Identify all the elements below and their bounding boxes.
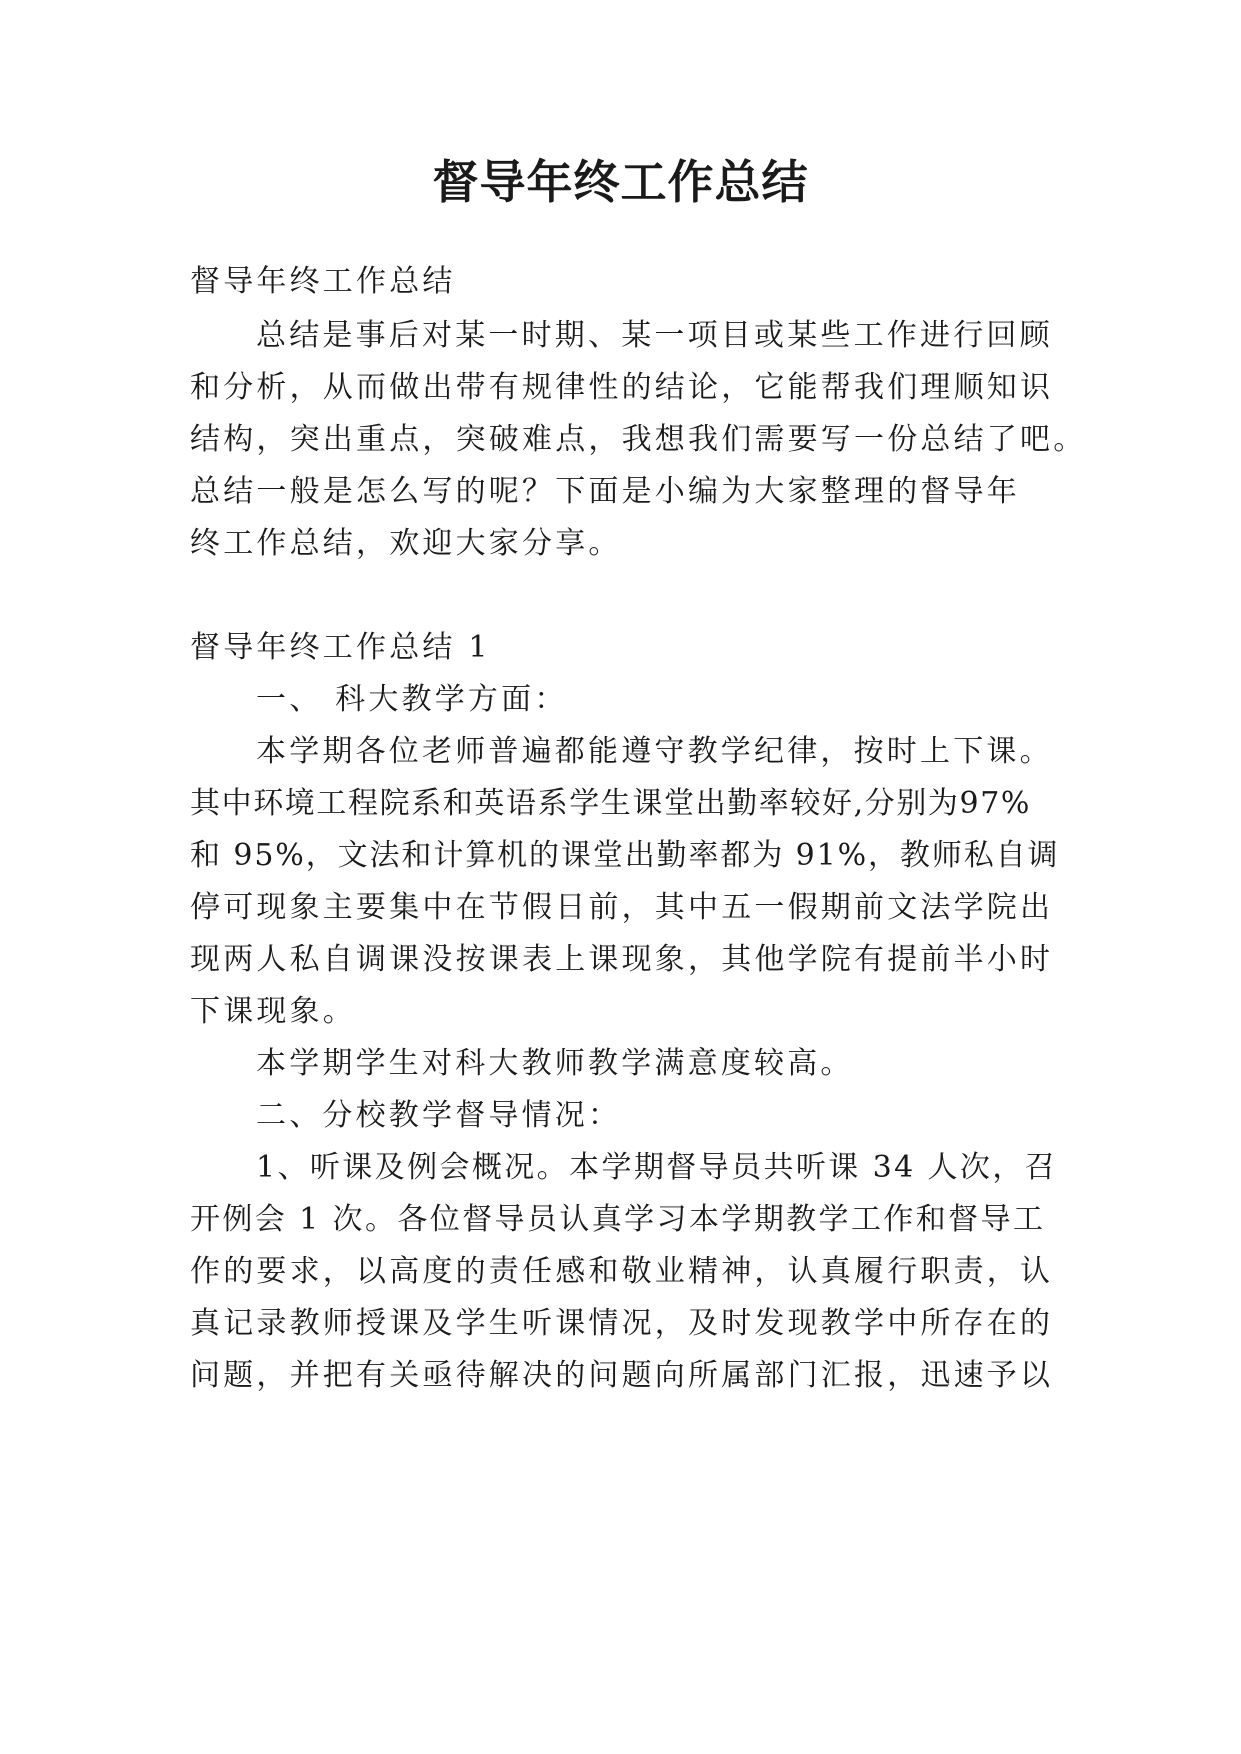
intro-line-1: 总结是事后对某一时期、某一项目或某些工作进行回顾 [256,318,1053,353]
part1-line-1: 本学期各位老师普遍都能遵守教学纪律，按时上下课。 [256,734,1053,769]
intro-line-4: 总结一般是怎么写的呢？下面是小编为大家整理的督导年 [190,474,1020,509]
part2-line-1: 1、听课及例会概况。本学期督导员共听课 34 人次，召 [256,1150,1058,1185]
part1-line-2: 其中环境工程院系和英语系学生课堂出勤率较好,分别为97% [190,786,1032,821]
part1-line-3: 和 95%，文法和计算机的课堂出勤率都为 91%，教师私自调 [190,838,1060,873]
section-heading: 督导年终工作总结 1 [190,630,491,665]
part1-line-5: 现两人私自调课没按课表上课现象，其他学院有提前半小时 [190,942,1054,977]
part2-line-2: 开例会 1 次。各位督导员认真学习本学期教学工作和督导工 [190,1202,1046,1237]
part2-line-5: 问题，并把有关亟待解决的问题向所属部门汇报，迅速予以 [190,1358,1054,1393]
part2-line-3: 作的要求，以高度的责任感和敬业精神，认真履行职责，认 [190,1254,1054,1289]
part2-heading: 二、分校教学督导情况： [256,1098,622,1133]
intro-line-2: 和分析，从而做出带有规律性的结论，它能帮我们理顺知识 [190,370,1054,405]
part1-satisfaction: 本学期学生对科大教师教学满意度较高。 [256,1046,854,1081]
part2-line-4: 真记录教师授课及学生听课情况，及时发现教学中所存在的 [190,1306,1054,1341]
part1-line-6: 下课现象。 [190,994,356,1029]
intro-line-3: 结构，突出重点，突破难点，我想我们需要写一份总结了吧。 [190,422,1087,457]
intro-line-5: 终工作总结，欢迎大家分享。 [190,526,622,561]
part1-heading: 一、 科大教学方面： [256,682,568,717]
subtitle: 督导年终工作总结 [190,264,456,299]
document-title: 督导年终工作总结 [432,155,809,209]
part1-line-4: 停可现象主要集中在节假日前，其中五一假期前文法学院出 [190,890,1054,925]
